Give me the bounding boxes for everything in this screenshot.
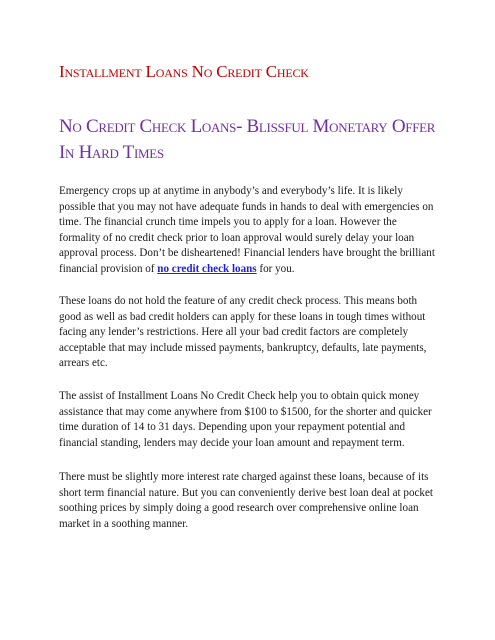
paragraph-emergency (59, 184, 439, 277)
paragraph-no-credit-check-feature: These loans do not hold the feature of any credit check process. This means both good as well as bad credit holders can apply for these loans in tough times without facing any lender’s restrictions. Here all your bad credit factors are completely acceptable that may include missed payments, bankruptcy, defaults, late payments, arrears etc. (59, 295, 427, 369)
paragraph-emergency-text: Emergency crops up at anytime in anybody’s and everybody’s life. It is likely possible that you may not have adequate funds in hands to deal with emergencies on time. The financial crunch time impels you to apply for a loan. However the formality of no credit check prior to loan approval would surely delay your loan approval process. Don’t be disheartened! Financial lenders have brought the brilliant financial provision of (59, 185, 435, 275)
no-credit-check-loans-link[interactable]: no credit check loans (157, 262, 257, 275)
document-subtitle: No Credit Check Loans- Blissful Monetary Offer In Hard Times (59, 116, 436, 163)
document-title: Installment Loans No Credit Check (59, 62, 309, 81)
paragraph-interest-rate: There must be slightly more interest rate charged against these loans, because of its short term financial nature. But you can conveniently derive best loan deal at pocket soothing prices by simply doing a good research over comprehensive online loan market in a soothing manner. (59, 471, 433, 530)
paragraph-loan-amount-term: The assist of Installment Loans No Credit Check help you to obtain quick money assistance that may come anywhere from $100 to $1500, for the shorter and quicker time duration of 14 to 31 days. Depending upon your repayment potential and financial standing, lenders may decide your loan amount and repayment term. (59, 390, 432, 449)
paragraph-emergency-text-end: for you. (256, 262, 295, 275)
